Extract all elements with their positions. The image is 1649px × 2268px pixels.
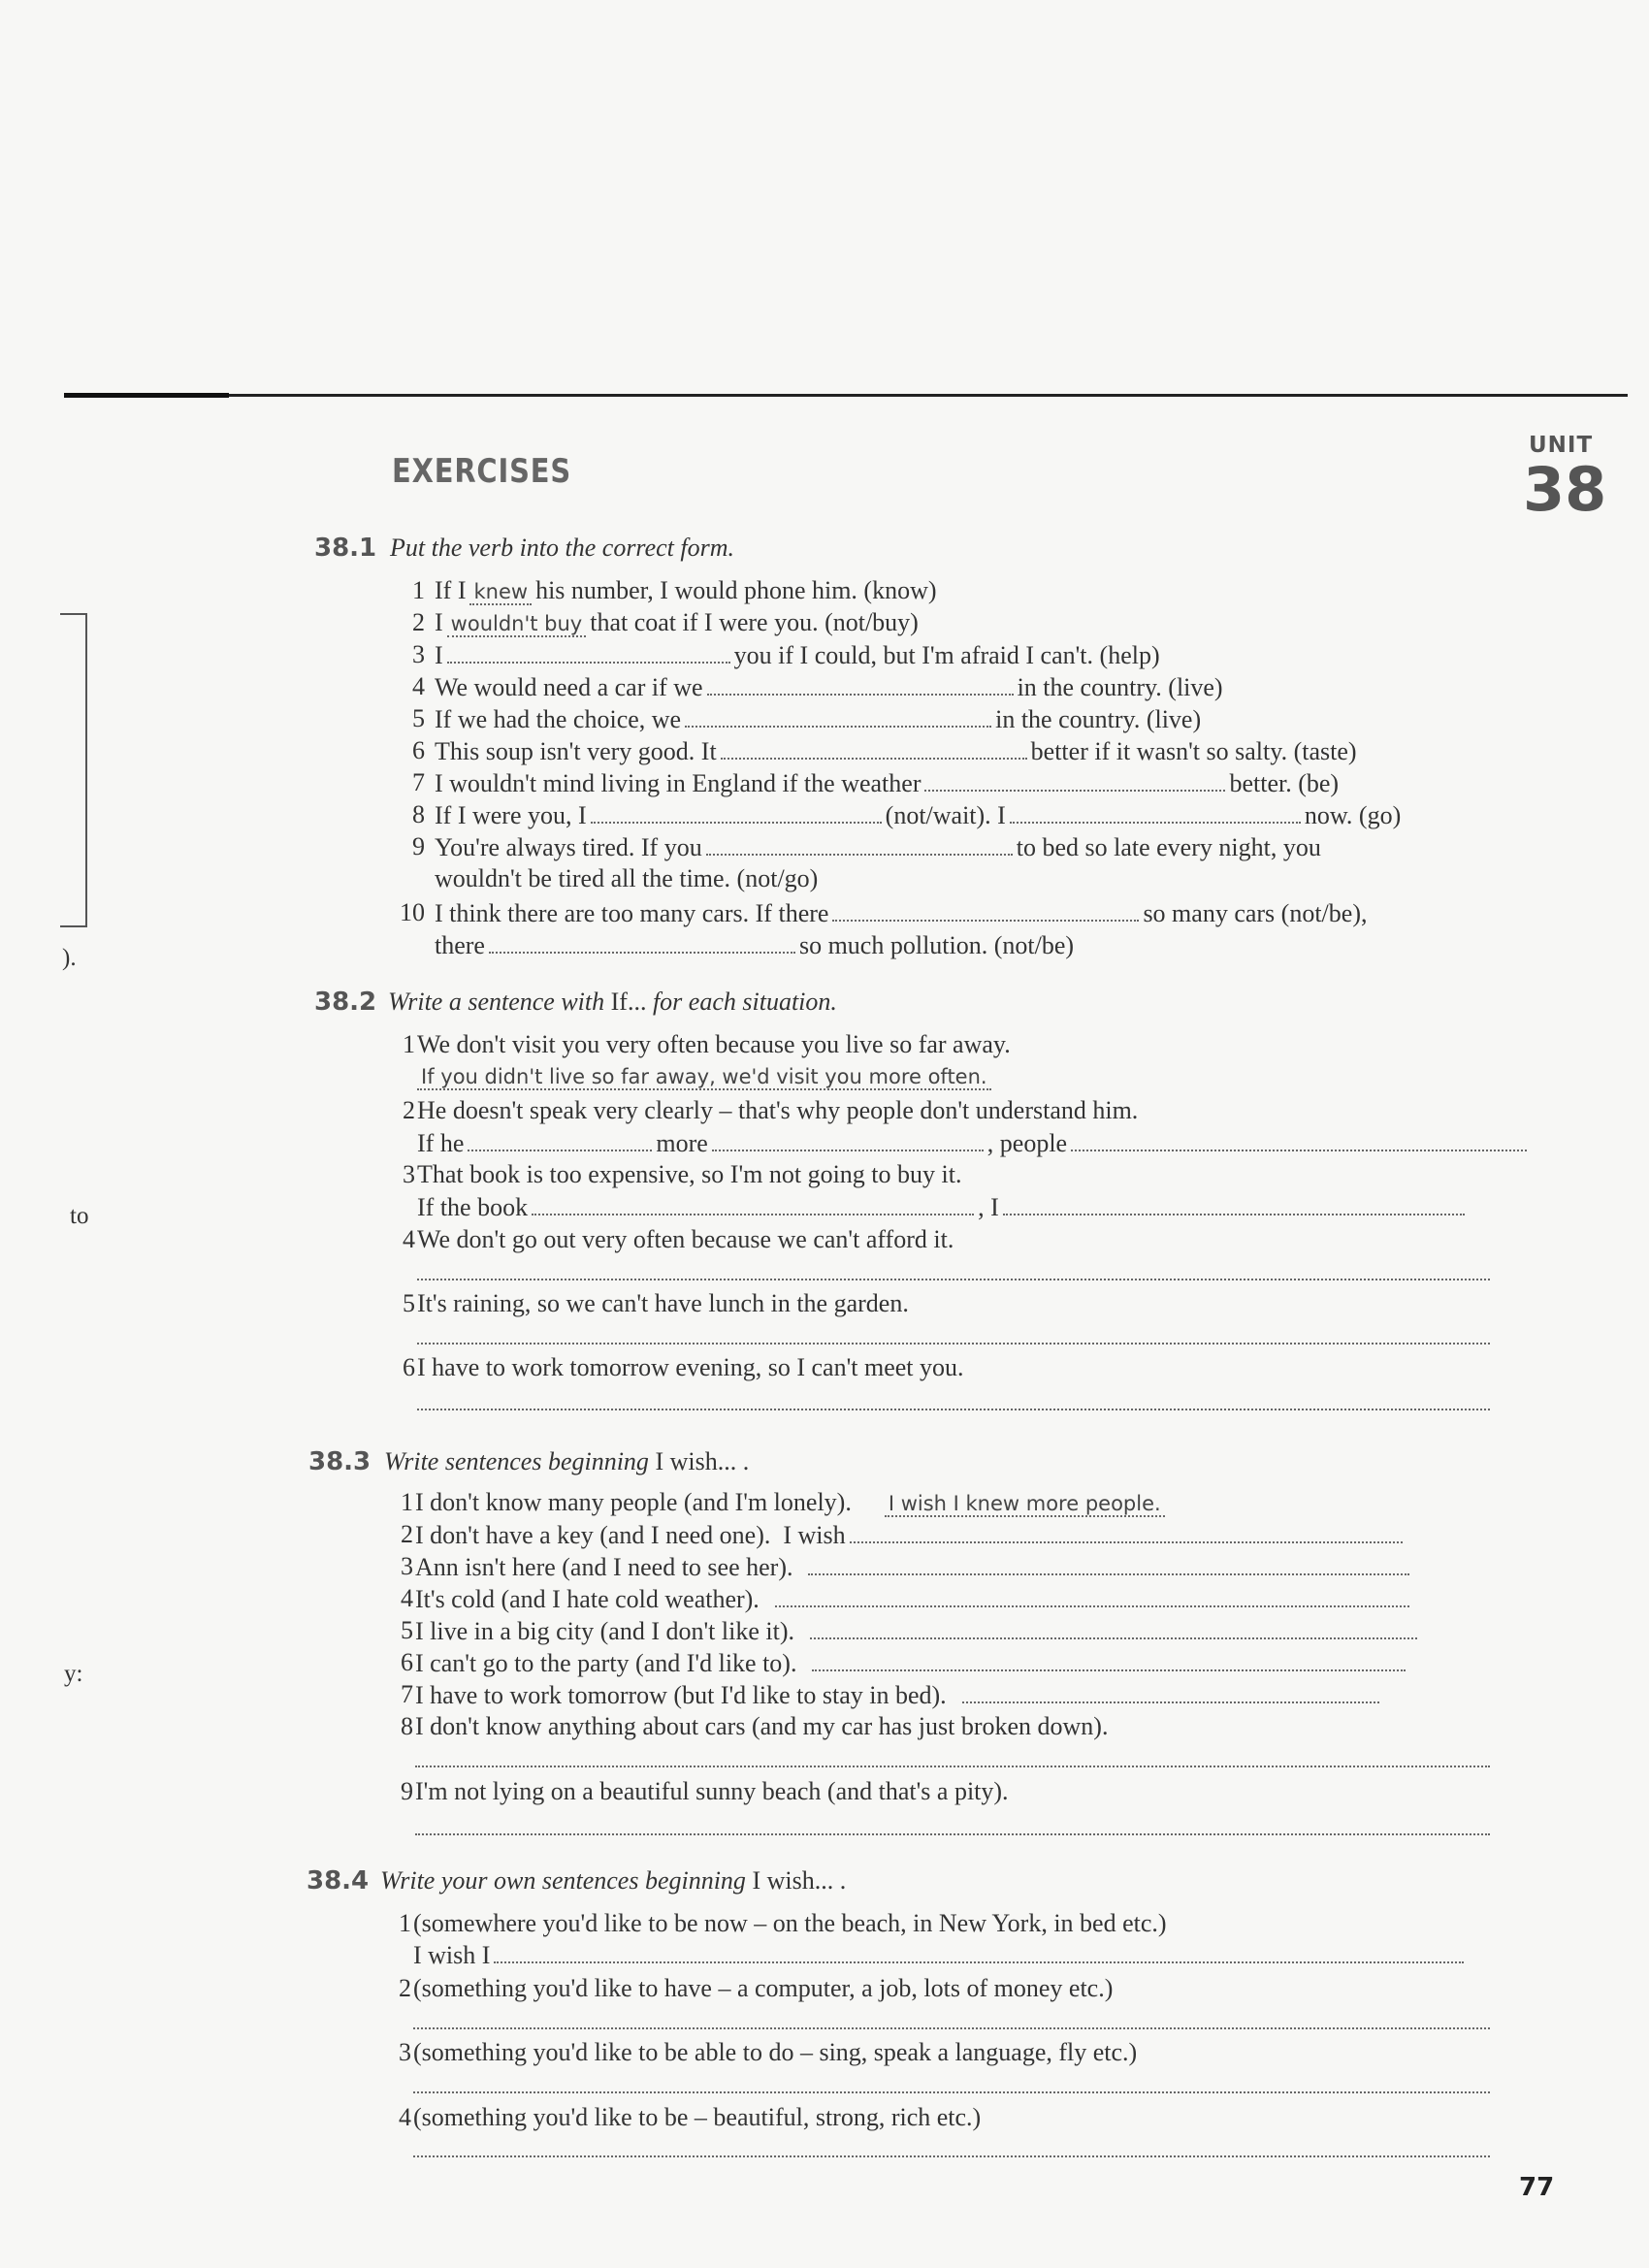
answer-field[interactable] [832,898,1139,922]
answer-field[interactable] [468,1128,652,1151]
answer-field[interactable] [810,1616,1417,1639]
exercise-answer-line: If the book , I [417,1192,1469,1222]
top-rule-thick [64,393,229,398]
answer-line[interactable] [417,1409,1490,1410]
answer-field[interactable]: I wish I knew more people. [885,1492,1165,1517]
answer-field[interactable]: knew [469,580,532,605]
answer-field[interactable] [712,1128,984,1151]
exercise-instruction: Write sentences beginning I wish... . [384,1447,750,1475]
top-rule [64,394,1628,397]
answer-field[interactable] [706,832,1013,856]
answer-field[interactable] [447,640,730,664]
answer-field[interactable] [1003,1192,1465,1215]
unit-label: UNIT [1529,433,1594,458]
exercise-answer-line [417,1061,995,1090]
margin-fragment: y: [64,1661,83,1687]
answer-field[interactable] [962,1680,1379,1703]
answer-field[interactable] [775,1584,1409,1607]
answer-field[interactable]: If you didn't live so far away, we'd visit you more often. [417,1065,991,1090]
exercise-item-continuation: wouldn't be tired all the time. (not/go) [435,864,819,892]
exercise-instruction: Write a sentence with If... for each situation. [388,988,837,1016]
exercise-number: 38.3 [308,1447,372,1476]
answer-field[interactable] [494,1940,1464,1963]
answer-field[interactable] [1071,1128,1527,1151]
margin-bracket [60,613,87,927]
answer-line[interactable] [413,2027,1490,2029]
exercise-answer-line: If he more , people [417,1128,1531,1158]
answer-field[interactable] [1010,800,1301,824]
margin-fragment: to [70,1203,89,1229]
answer-line[interactable] [417,1343,1490,1345]
exercise-number: 38.4 [307,1866,370,1895]
answer-field[interactable] [808,1552,1409,1575]
answer-line[interactable] [415,1766,1490,1767]
answer-field[interactable] [707,672,1014,696]
answer-field[interactable] [591,800,882,824]
answer-field[interactable] [812,1648,1406,1671]
answer-line[interactable] [417,1279,1490,1280]
page-number: 77 [1519,2173,1555,2202]
exercise-answer-line: I wish I [413,1940,1468,1970]
exercise-instruction: Write your own sentences beginning I wish... . [380,1866,847,1895]
answer-line[interactable] [413,2091,1490,2093]
margin-fragment: ). [62,945,77,971]
answer-field[interactable] [924,768,1225,792]
answer-line[interactable] [413,2155,1490,2157]
answer-field[interactable] [850,1520,1403,1543]
exercise-number: 38.1 [314,534,377,563]
unit-number: 38 [1523,454,1607,525]
exercise-item-continuation: there so much pollution. (not/be) [435,931,1075,959]
page-heading: EXERCISES [392,452,572,491]
exercise-number: 38.2 [314,988,377,1017]
answer-field[interactable]: wouldn't buy [447,612,587,637]
answer-field[interactable] [721,736,1027,760]
answer-field[interactable] [532,1192,974,1215]
exercise-instruction: Put the verb into the correct form. [390,534,735,562]
answer-field[interactable] [489,930,795,954]
answer-line[interactable] [415,1833,1490,1835]
answer-field[interactable] [685,704,991,728]
